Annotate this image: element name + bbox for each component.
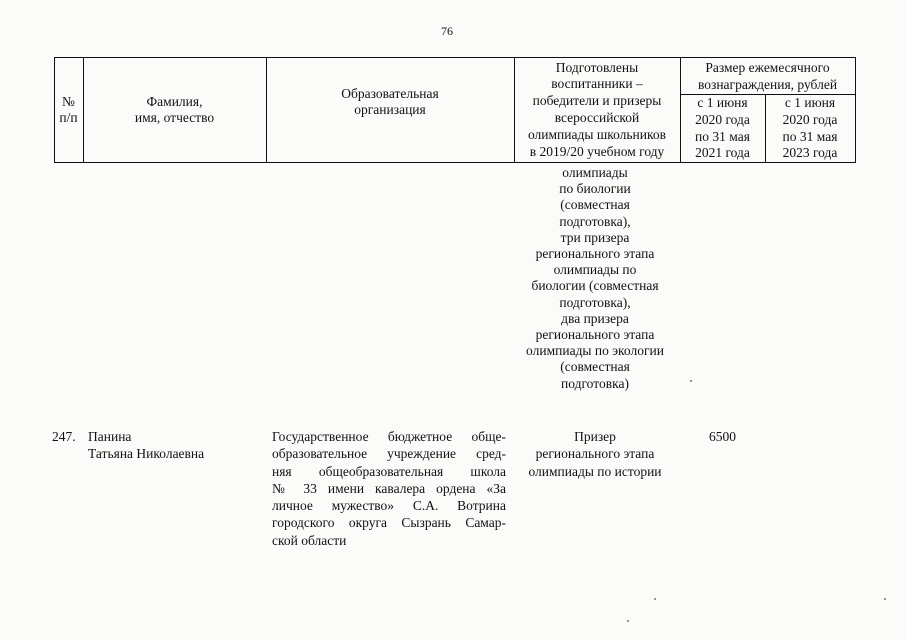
row-reward-2021: 6500	[709, 429, 736, 444]
page-number: 76	[441, 24, 453, 38]
header-period-2023: с 1 июня 2020 года по 31 мая 2023 года	[782, 95, 838, 161]
continuation-prepared-text: олимпиады по биологии (совместная подготовка), три призера регионального этапа олимпиады по биологии (совместная подготовка), два призера регионального этапа олимпиады по экологии (совместная подготовка)	[526, 165, 664, 391]
table-header	[54, 57, 856, 163]
scan-speck	[654, 598, 656, 600]
row-fullname: Панина Татьяна Николаевна	[88, 429, 205, 462]
scan-speck	[884, 598, 886, 600]
header-organization: Образовательная организация	[341, 86, 439, 117]
row-number: 247.	[52, 429, 76, 444]
header-monthly-reward: Размер ежемесячного вознаграждения, рублей	[697, 60, 838, 92]
header-period-2021: с 1 июня 2020 года по 31 мая 2021 года	[695, 95, 750, 161]
row-organization: Государственное бюджетное обще- образовательное учреждение сред- няя общеобразовательная школа № 33 имени кавалера ордена «За личное мужество» С.А. Вотрина городского округа Сызрань Самар- ской области	[272, 429, 506, 548]
header-prepared-winners: Подготовлены воспитанники – победители и призеры всероссийской олимпиады школьников в 2019/20 учебном году	[527, 59, 666, 159]
header-number: № п/п	[59, 94, 78, 125]
scan-speck	[627, 620, 629, 622]
row-prepared: Призер регионального этапа олимпиады по истории	[528, 429, 662, 479]
scan-speck	[690, 380, 692, 382]
header-fullname: Фамилия, имя, отчество	[134, 94, 215, 125]
